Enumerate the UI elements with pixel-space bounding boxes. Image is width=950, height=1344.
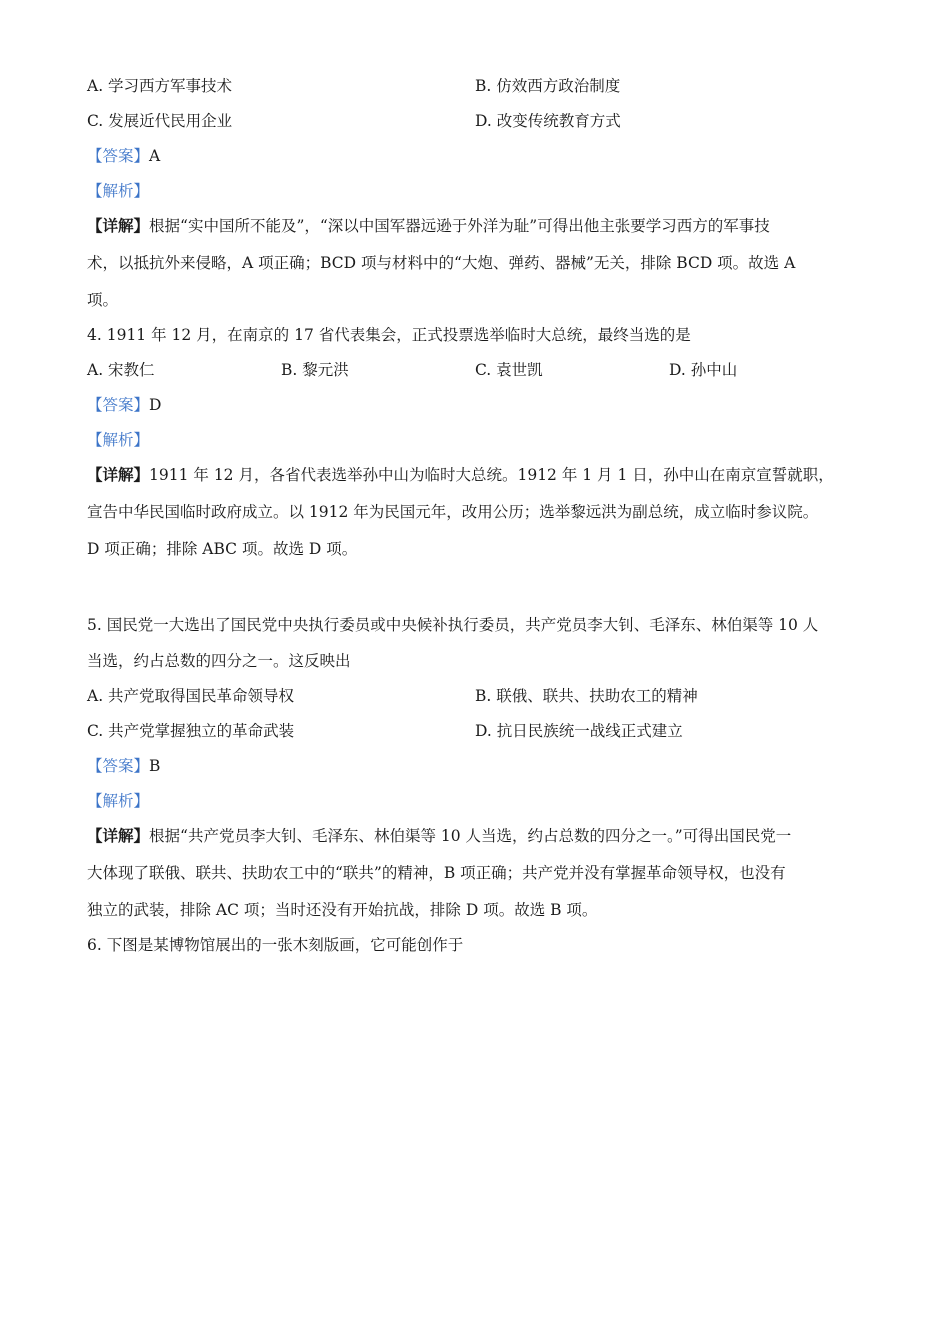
q4-option-d: D. 孙中山 [669,361,738,379]
answer-tag: 【答案】 [87,147,150,165]
detail-tag: 【详解】 [87,465,150,484]
answer-value: B [149,757,161,775]
q3-answer [87,145,865,167]
q5-option-c: C. 共产党掌握独立的革命武装 [87,722,295,740]
q5-stem-line-1: 5. 国民党一大选出了国民党中央执行委员或中央候补执行委员，共产党员李大钊、毛泽东、林伯渠等 10 人 [87,616,819,634]
analysis-tag: 【解析】 [87,431,150,449]
q5-analysis [87,790,865,812]
q4-stem: 4. 1911 年 12 月，在南京的 17 省代表集会，正式投票选举临时大总统，最终当选的是 [87,326,691,344]
q5-detail-line-1 [87,825,865,847]
q4-option-a: A. 宋教仁 [87,361,155,379]
q3-detail-line-3: 项。 [87,291,119,309]
q4-option-b: B. 黎元洪 [281,361,349,379]
detail-tag: 【详解】 [87,826,150,845]
q4-option-c: C. 袁世凯 [475,361,543,379]
q5-option-b: B. 联俄、联共、扶助农工的精神 [475,687,698,705]
analysis-tag: 【解析】 [87,792,150,810]
analysis-tag: 【解析】 [87,182,150,200]
q4-analysis [87,429,865,451]
q5-option-a: A. 共产党取得国民革命领导权 [87,687,295,705]
q5-detail-line-2: 大体现了联俄、联共、扶助农工中的“联共”的精神，B 项正确；共产党并没有掌握革命领导权，也没有 [87,864,786,882]
detail-tag: 【详解】 [87,216,150,235]
detail-text: 根据“共产党员李大钊、毛泽东、林伯渠等 10 人当选，约占总数的四分之一。”可得出国民党一 [149,827,792,845]
answer-value: D [149,396,162,414]
q3-analysis [87,180,865,202]
q5-stem-line-2: 当选，约占总数的四分之一。这反映出 [87,652,351,670]
q4-detail-line-2: 宣告中华民国临时政府成立。以 1912 年为民国元年，改用公历；选举黎远洪为副总统，成立临时参议院。 [87,503,819,521]
q4-detail-line-3: D 项正确；排除 ABC 项。故选 D 项。 [87,540,358,558]
q3-option-d: D. 改变传统教育方式 [475,112,621,130]
q5-answer [87,755,865,777]
q4-detail-line-1 [87,464,865,486]
q3-detail-line-2: 术，以抵抗外来侵略，A 项正确；BCD 项与材料中的“大炮、弹药、器械”无关，排除 BCD 项。故选 A [87,254,796,272]
q3-detail-line-1 [87,215,865,237]
answer-value: A [149,147,161,165]
detail-text: 1911 年 12 月，各省代表选举孙中山为临时大总统。1912 年 1 月 1 日，孙中山在南京宣誓就职， [149,466,834,484]
detail-text: 根据“实中国所不能及”，“深以中国军器远逊于外洋为耻”可得出他主张要学习西方的军事技 [149,217,770,235]
q3-option-a: A. 学习西方军事技术 [87,77,233,95]
q4-answer [87,394,865,416]
q5-option-d: D. 抗日民族统一战线正式建立 [475,722,683,740]
q3-option-c: C. 发展近代民用企业 [87,112,233,130]
answer-tag: 【答案】 [87,757,150,775]
q6-stem: 6. 下图是某博物馆展出的一张木刻版画，它可能创作于 [87,936,464,954]
q5-detail-line-3: 独立的武装，排除 AC 项；当时还没有开始抗战，排除 D 项。故选 B 项。 [87,901,598,919]
q3-option-b: B. 仿效西方政治制度 [475,77,621,95]
answer-tag: 【答案】 [87,396,150,414]
